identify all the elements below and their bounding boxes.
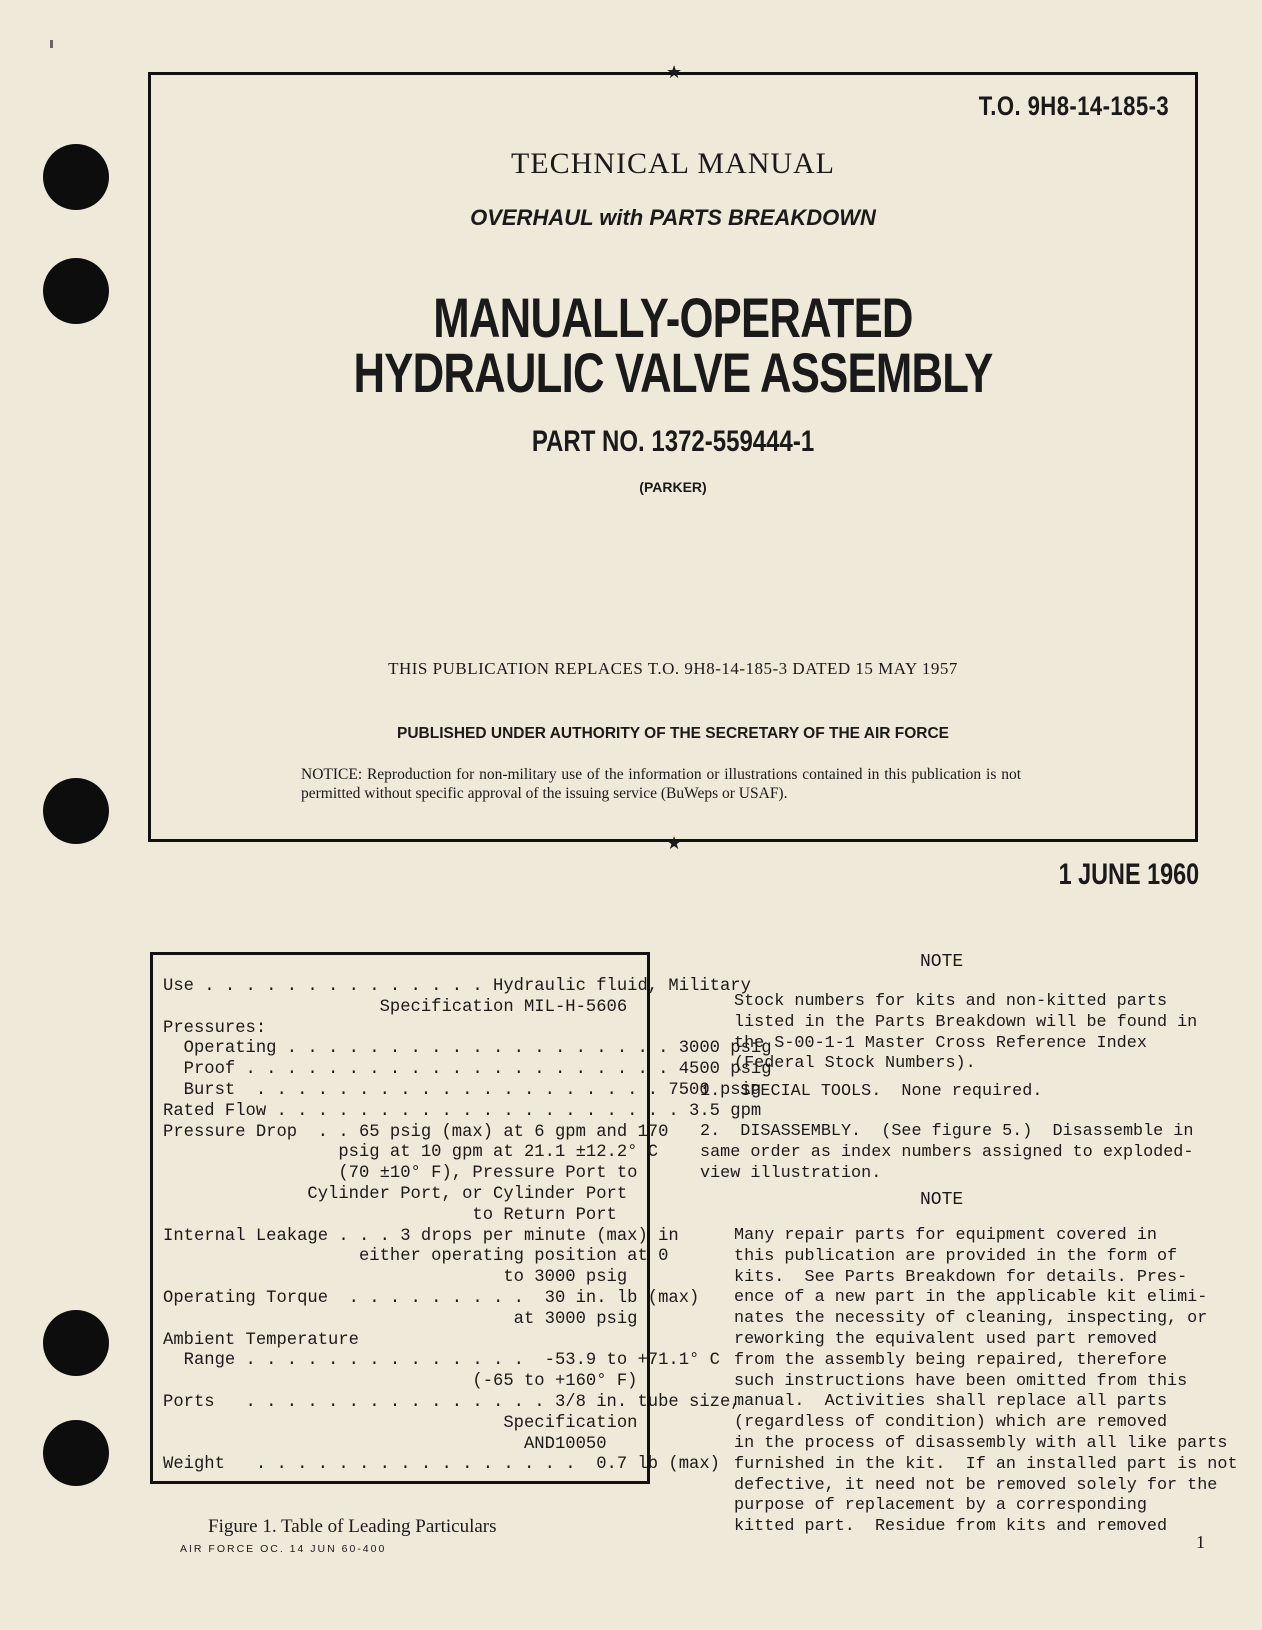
text-line: 2. DISASSEMBLY. (See figure 5.) Disassemble in — [700, 1122, 1194, 1141]
text-line: (regardless of condition) which are removed — [734, 1413, 1168, 1433]
issue-date: 1 JUNE 1960 — [1058, 858, 1199, 891]
page-number: 1 — [1196, 1532, 1205, 1552]
particulars-row: Pressures: — [163, 1018, 267, 1038]
particulars-row: psig at 10 gpm at 21.1 ±12.2° C — [163, 1143, 659, 1163]
title-line-1: MANUALLY-OPERATED — [433, 286, 913, 349]
particulars-row: at 3000 psig — [163, 1309, 638, 1329]
text-line: from the assembly being repaired, therefore — [734, 1350, 1168, 1370]
text-line: view illustration. — [700, 1163, 882, 1183]
step-special-tools: 1. SPECIAL TOOLS. None required. — [700, 1082, 1043, 1101]
leading-particulars-table — [150, 952, 772, 1484]
text-line: nates the necessity of cleaning, inspecting, or — [734, 1309, 1208, 1329]
text-line: kits. See Parts Breakdown for details. Pres- — [734, 1267, 1188, 1287]
text-line: manual. Activities shall replace all parts — [734, 1392, 1168, 1412]
text-line: the S-00-1-1 Master Cross Reference Index — [734, 1033, 1147, 1053]
manufacturer: (PARKER) — [639, 479, 707, 495]
title-line-2: HYDRAULIC VALVE ASSEMBLY — [353, 341, 993, 404]
text-line: in the process of disassembly with all like parts — [734, 1434, 1228, 1453]
particulars-row: (-65 to +160° F) — [163, 1372, 638, 1392]
text-line: furnished in the kit. If an installed part is not — [734, 1454, 1238, 1474]
particulars-row: to 3000 psig — [163, 1268, 628, 1288]
binder-hole-2 — [43, 258, 109, 324]
manual-type: TECHNICAL MANUAL — [510, 147, 836, 180]
cover-frame — [148, 62, 1198, 854]
particulars-row: Cylinder Port, or Cylinder Port — [163, 1185, 628, 1204]
text-line: Stock numbers for kits and non-kitted parts — [734, 992, 1168, 1011]
binder-hole-3 — [43, 778, 109, 844]
particulars-row: AND10050 — [163, 1434, 607, 1454]
particulars-row: Internal Leakage . . . 3 drops per minute (max) in — [163, 1226, 679, 1246]
paper-mark — [50, 40, 53, 48]
particulars-row: either operating position at 0 — [163, 1247, 669, 1267]
particulars-row: Use . . . . . . . . . . . . . . Hydraulic fluid, Military — [163, 977, 751, 996]
particulars-row: Range . . . . . . . . . . . . . . -53.9 to +71.1° C — [163, 1351, 720, 1371]
text-line: same order as index numbers assigned to exploded- — [700, 1142, 1194, 1162]
binder-hole-1 — [43, 144, 109, 210]
particulars-row: Ports . . . . . . . . . . . . . . . 3/8 in. tube size, — [163, 1393, 741, 1412]
particulars-row: Weight . . . . . . . . . . . . . . . . 0.7 lb (max) — [163, 1455, 720, 1475]
supersede-notice: THIS PUBLICATION REPLACES T.O. 9H8-14-185-3 DATED 15 MAY 1957 — [388, 659, 958, 678]
binder-hole-5 — [43, 1420, 109, 1486]
particulars-row: Operating Torque . . . . . . . . . 30 in. lb (max) — [163, 1289, 700, 1308]
text-line: (Federal Stock Numbers). — [734, 1054, 976, 1074]
text-line: such instructions have been omitted from this — [734, 1371, 1188, 1391]
text-line: this publication are provided in the form of — [734, 1246, 1178, 1266]
particulars-row: Specification MIL-H-5606 — [163, 997, 628, 1017]
text-line: defective, it need not be removed solely for the — [734, 1475, 1218, 1495]
figure-caption: Figure 1. Table of Leading Particulars — [208, 1516, 497, 1537]
particulars-row: Rated Flow . . . . . . . . . . . . . . . . . . . . 3.5 gpm — [163, 1101, 762, 1121]
binder-hole-4 — [43, 1310, 109, 1376]
note-heading: NOTE — [920, 1190, 964, 1210]
to-number: T.O. 9H8-14-185-3 — [978, 91, 1169, 121]
star-icon: ★ — [666, 833, 683, 854]
particulars-row: Burst . . . . . . . . . . . . . . . . . . . . 7500 psig — [163, 1081, 762, 1100]
text-line: ence of a new part in the applicable kit elimi- — [734, 1288, 1208, 1308]
particulars-row: Operating . . . . . . . . . . . . . . . . . . . 3000 psig — [163, 1039, 772, 1059]
particulars-row: Pressure Drop . . 65 psig (max) at 6 gpm and 170 — [163, 1122, 669, 1142]
text-line: purpose of replacement by a corresponding — [734, 1496, 1147, 1516]
particulars-row: to Return Port — [163, 1205, 617, 1225]
particulars-row: (70 ±10° F), Pressure Port to — [163, 1164, 638, 1184]
particulars-row: Ambient Temperature — [163, 1330, 359, 1350]
particulars-row: Specification — [163, 1413, 638, 1433]
text-line: kitted part. Residue from kits and removed — [734, 1517, 1168, 1537]
reproduction-notice: NOTICE: Reproduction for non-military use of the information or illustrations contained in this publication is not permitted without specific approval of the issuing service (BuWeps or USAF). — [301, 766, 1021, 802]
text-line: listed in the Parts Breakdown will be found in — [734, 1012, 1198, 1032]
part-number: PART NO. 1372-559444-1 — [531, 425, 815, 458]
manual-subtype: OVERHAUL with PARTS BREAKDOWN — [470, 205, 876, 230]
star-icon: ★ — [666, 62, 683, 83]
particulars-row: Proof . . . . . . . . . . . . . . . . . . . . . 4500 psig — [163, 1060, 772, 1080]
note-heading: NOTE — [920, 952, 964, 972]
print-code: AIR FORCE OC. 14 JUN 60-400 — [180, 1543, 387, 1555]
text-line: Many repair parts for equipment covered in — [734, 1226, 1157, 1245]
text-line: reworking the equivalent used part removed — [734, 1330, 1157, 1349]
authority-statement: PUBLISHED UNDER AUTHORITY OF THE SECRETARY OF THE AIR FORCE — [397, 725, 949, 742]
